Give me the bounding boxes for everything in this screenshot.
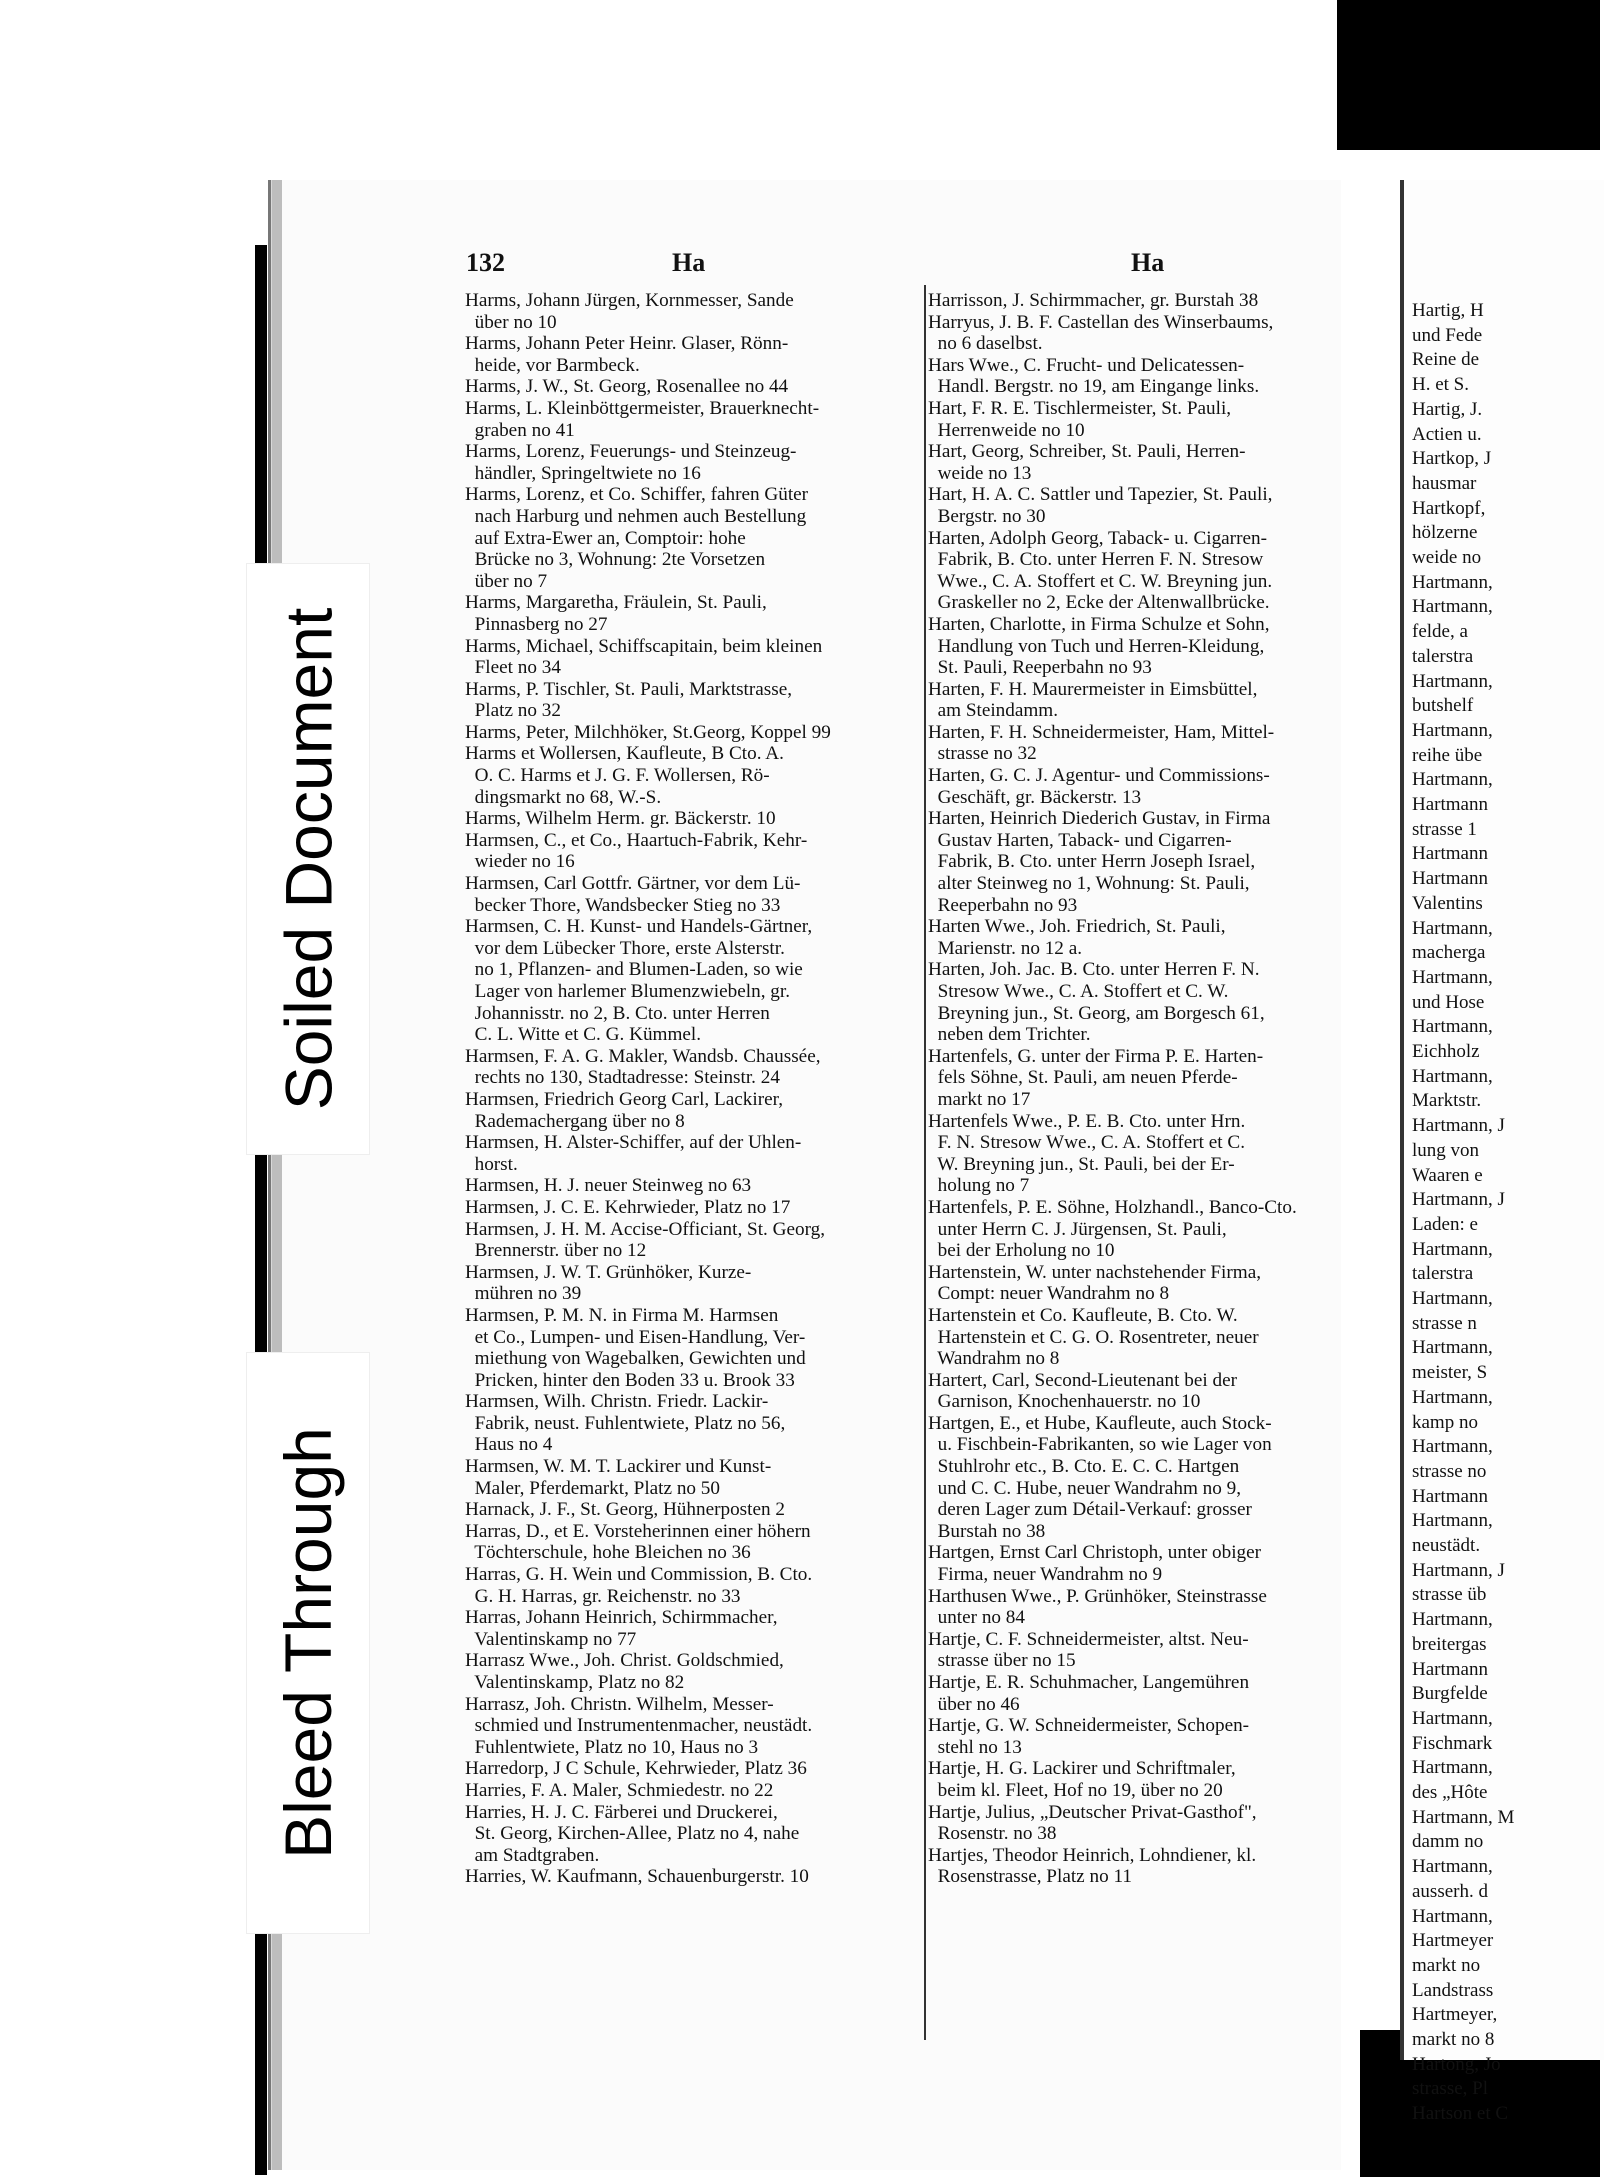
directory-line: u. Fischbein-Fabrikanten, so wie Lager von — [928, 1434, 1272, 1456]
directory-line: nach Harburg und nehmen auch Bestellung — [465, 505, 807, 527]
directory-line: Hartjes, Theodor Heinrich, Lohndiener, kl. — [928, 1844, 1257, 1866]
directory-line: Harten, Heinrich Diederich Gustav, in Firma — [928, 808, 1271, 830]
directory-line: Harms, P. Tischler, St. Pauli, Marktstrasse, — [465, 678, 793, 700]
next-page-line: Hartmann — [1412, 794, 1488, 815]
directory-line: St. Georg, Kirchen-Allee, Platz no 4, nahe — [465, 1823, 800, 1845]
directory-line: unter Herrn C. J. Jürgensen, St. Pauli, — [928, 1218, 1227, 1240]
directory-line: Harmsen, J. H. M. Accise-Officiant, St. Georg, — [465, 1218, 826, 1240]
directory-line: Platz no 32 — [465, 700, 561, 722]
directory-line: Harmsen, F. A. G. Makler, Wandsb. Chaussée, — [465, 1045, 821, 1067]
directory-line: Hars Wwe., C. Frucht- und Delicatessen- — [928, 354, 1245, 376]
directory-line: Rademachergang über no 8 — [465, 1110, 685, 1132]
directory-line: Firma, neuer Wandrahm no 9 — [928, 1564, 1163, 1586]
next-page-line: Hartmann — [1412, 843, 1488, 865]
directory-line: Fleet no 34 — [465, 657, 561, 679]
next-page-line: Actien u. — [1412, 423, 1482, 445]
left-column — [465, 290, 920, 1888]
header-left: Ha — [672, 248, 706, 277]
directory-line: Reeperbahn no 93 — [928, 894, 1078, 916]
next-page-line: und Fede — [1412, 324, 1483, 346]
next-page-line: weide no — [1412, 547, 1482, 568]
directory-line: Harras, D., et E. Vorsteherinnen einer höhern — [465, 1520, 811, 1542]
directory-line: no 6 daselbst. — [928, 333, 1043, 355]
next-page-line: Hartson et C — [1412, 2103, 1509, 2125]
bleed-through-label — [246, 1352, 370, 1934]
next-page-line: Hartmann, — [1412, 1856, 1493, 1878]
directory-line: vor dem Lübecker Thore, erste Alsterstr. — [465, 937, 785, 959]
directory-line: Harrisson, J. Schirmmacher, gr. Burstah 38 — [928, 290, 1259, 311]
next-page-line: Hartmann, — [1412, 1905, 1493, 1927]
directory-line: Hart, H. A. C. Sattler und Tapezier, St. Pauli, — [928, 484, 1273, 506]
next-page-line: Hartong, Jo — [1412, 2053, 1501, 2075]
directory-line: Hartert, Carl, Second-Lieutenant bei der — [928, 1369, 1238, 1391]
directory-line: Töchterschule, hohe Bleichen no 36 — [465, 1542, 751, 1564]
directory-line: Bergstr. no 30 — [928, 505, 1046, 527]
next-page-line: strasse n — [1412, 1312, 1477, 1334]
directory-line: weide no 13 — [928, 462, 1032, 484]
directory-line: miethung von Wagebalken, Gewichten und — [465, 1348, 806, 1370]
column-divider — [924, 285, 926, 2040]
directory-line: neben dem Trichter. — [928, 1024, 1091, 1046]
directory-line: am Stadtgraben. — [465, 1844, 600, 1866]
directory-line: alter Steinweg no 1, Wohnung: St. Pauli, — [928, 873, 1250, 895]
directory-line: deren Lager zum Détail-Verkauf: grosser — [928, 1499, 1252, 1521]
directory-line: Harries, W. Kaufmann, Schauenburgerstr. 10 — [465, 1866, 809, 1888]
directory-line: stehl no 13 — [928, 1736, 1022, 1758]
next-page-line: kamp no — [1412, 1411, 1478, 1433]
directory-line: Harmsen, C. H. Kunst- und Handels-Gärtner, — [465, 916, 813, 938]
directory-line: Johannisstr. no 2, B. Cto. unter Herren — [465, 1002, 770, 1024]
next-page-line: Hartmann — [1412, 868, 1488, 890]
directory-line: Hartenstein et Co. Kaufleute, B. Cto. W. — [928, 1304, 1238, 1326]
directory-line: Harmsen, H. Alster-Schiffer, auf der Uhlen- — [465, 1132, 802, 1154]
directory-line: wieder no 16 — [465, 851, 575, 873]
scan-border-top — [1337, 0, 1600, 150]
next-page-line: Reine de — [1412, 349, 1480, 371]
next-page-line: Eichholz — [1412, 1041, 1480, 1062]
directory-line: Garnison, Knochenhauerstr. no 10 — [928, 1391, 1201, 1413]
directory-line: Fabrik, B. Cto. unter Herrn Joseph Israel, — [928, 851, 1256, 873]
directory-line: auf Extra-Ewer an, Comptoir: hohe — [465, 527, 746, 549]
directory-line: Fuhlentwiete, Platz no 10, Haus no 3 — [465, 1736, 759, 1758]
directory-line: Harries, F. A. Maler, Schmiedestr. no 22 — [465, 1779, 774, 1801]
next-page-line: Hartmann, — [1412, 1016, 1493, 1038]
directory-line: Brücke no 3, Wohnung: 2te Vorsetzen — [465, 549, 766, 571]
next-page-line: Hartmann, — [1412, 1436, 1493, 1458]
next-page-line: und Hose — [1412, 991, 1485, 1013]
directory-line: Valentinskamp no 77 — [465, 1628, 637, 1650]
directory-line: Harmsen, W. M. T. Lackirer und Kunst- — [465, 1456, 772, 1478]
directory-line: Harrasz, Joh. Christn. Wilhelm, Messer- — [465, 1693, 774, 1715]
next-page-line: neustädt. — [1412, 1535, 1481, 1556]
next-page-line: Waaren e — [1412, 1164, 1483, 1186]
directory-line: Pinnasberg no 27 — [465, 613, 608, 635]
right-column — [928, 290, 1383, 1888]
next-page-line: meister, S — [1412, 1362, 1488, 1384]
directory-line: Hartje, G. W. Schneidermeister, Schopen- — [928, 1715, 1250, 1737]
next-page-line: strasse no — [1412, 1460, 1487, 1482]
next-page-line: Hartmann, M — [1412, 1806, 1515, 1828]
directory-line: Handl. Bergstr. no 19, am Eingange links. — [928, 376, 1260, 398]
directory-line: Gustav Harten, Taback- und Cigarren- — [928, 829, 1232, 851]
directory-line: schmied und Instrumentenmacher, neustädt. — [465, 1715, 813, 1737]
next-page-line: Hartmann, J — [1412, 1115, 1505, 1137]
directory-line: C. L. Witte et C. G. Kümmel. — [465, 1024, 702, 1046]
directory-line: Harmsen, H. J. neuer Steinweg no 63 — [465, 1175, 752, 1197]
directory-line: Haus no 4 — [465, 1434, 553, 1456]
directory-line: Harras, Johann Heinrich, Schirmmacher, — [465, 1607, 778, 1629]
page-number: 132 — [466, 248, 505, 277]
next-page-line: lung von — [1412, 1139, 1480, 1161]
directory-line: Harms, Johann Peter Heinr. Glaser, Rönn- — [465, 333, 789, 355]
next-page-line: Hartmann, — [1412, 670, 1493, 692]
next-page-line: Hartmeyer, — [1412, 2004, 1498, 2026]
directory-line: Harmsen, J. C. E. Kehrwieder, Platz no 17 — [465, 1196, 791, 1218]
directory-line: Harredorp, J C Schule, Kehrwieder, Platz 36 — [465, 1758, 807, 1780]
next-page-line: strasse 1 — [1412, 818, 1477, 840]
directory-line: Burstah no 38 — [928, 1520, 1046, 1542]
directory-line: Harmsen, P. M. N. in Firma M. Harmsen — [465, 1304, 779, 1326]
next-page-fragment — [1400, 180, 1604, 2125]
directory-line: bei der Erholung no 10 — [928, 1240, 1115, 1262]
directory-line: am Steindamm. — [928, 700, 1059, 722]
directory-line: über no 10 — [465, 311, 557, 333]
next-page-line: strasse üb — [1412, 1584, 1487, 1606]
directory-line: Fabrik, B. Cto. unter Herren F. N. Stresow — [928, 549, 1264, 571]
next-page-line: macherga — [1412, 942, 1486, 964]
next-page-line: Hartmann, — [1412, 571, 1493, 593]
directory-line: Breyning jun., St. Georg, am Borgesch 61, — [928, 1002, 1265, 1024]
next-page-line: breitergas — [1412, 1633, 1487, 1655]
next-page-line: Hartkop, J — [1412, 448, 1492, 470]
next-page-line: damm no — [1412, 1831, 1484, 1853]
directory-line: Brennerstr. über no 12 — [465, 1240, 647, 1262]
next-page-line: Hartmann, — [1412, 596, 1493, 618]
directory-line: Harms, Lorenz, et Co. Schiffer, fahren Güter — [465, 484, 809, 506]
directory-line: händler, Springeltwiete no 16 — [465, 462, 701, 484]
directory-line: Harrasz Wwe., Joh. Christ. Goldschmied, — [465, 1650, 784, 1672]
directory-line: Handlung von Tuch und Herren-Kleidung, — [928, 635, 1265, 657]
next-page-line: Laden: e — [1412, 1213, 1478, 1235]
directory-line: beim kl. Fleet, Hof no 19, über no 20 — [928, 1779, 1223, 1801]
directory-line: Harten, G. C. J. Agentur- und Commissions- — [928, 765, 1270, 787]
directory-line: Harms, J. W., St. Georg, Rosenallee no 44 — [465, 376, 789, 398]
directory-line: Harmsen, J. W. T. Grünhöker, Kurze- — [465, 1261, 752, 1283]
directory-line: Harten, Charlotte, in Firma Schulze et Sohn, — [928, 613, 1270, 635]
next-page-line: Landstrass — [1412, 1979, 1494, 2001]
directory-line: Harten, Adolph Georg, Taback- u. Cigarren- — [928, 527, 1267, 549]
directory-line: unter no 84 — [928, 1607, 1025, 1629]
next-page-line: butshelf — [1412, 695, 1474, 717]
directory-line: Marienstr. no 12 a. — [928, 937, 1083, 959]
directory-line: rechts no 130, Stadtadresse: Steinstr. 24 — [465, 1067, 780, 1089]
directory-line: Harten, F. H. Maurermeister in Eimsbüttel, — [928, 678, 1258, 700]
directory-line: Harmsen, Wilh. Christn. Friedr. Lackir- — [465, 1391, 769, 1413]
directory-line: horst. — [465, 1153, 518, 1175]
directory-line: Geschäft, gr. Bäckerstr. 13 — [928, 786, 1142, 808]
directory-line: Hart, F. R. E. Tischlermeister, St. Pauli, — [928, 397, 1232, 419]
directory-line: Harms, Margaretha, Fräulein, St. Pauli, — [465, 592, 767, 614]
directory-line: Hartje, C. F. Schneidermeister, altst. Neu- — [928, 1628, 1249, 1650]
directory-line: Lager von harlemer Blumenzwiebeln, gr. — [465, 981, 791, 1002]
directory-line: Harnack, J. F., St. Georg, Hühnerposten 2 — [465, 1499, 785, 1521]
directory-line: Hart, Georg, Schreiber, St. Pauli, Herren- — [928, 441, 1246, 463]
directory-line: Harten, F. H. Schneidermeister, Ham, Mittel- — [928, 721, 1275, 743]
next-page-line: Hartmann, — [1412, 1510, 1493, 1532]
directory-line: Graskeller no 2, Ecke der Altenwallbrücke. — [928, 592, 1270, 614]
next-page-line: hölzerne — [1412, 522, 1478, 544]
directory-line: Harms, Michael, Schiffscapitain, beim kleinen — [465, 635, 823, 657]
directory-line: Hartje, Julius, „Deutscher Privat-Gasthof", — [928, 1801, 1257, 1823]
directory-line: Wandrahm no 8 — [928, 1348, 1060, 1370]
next-page-line: hausmar — [1412, 472, 1477, 494]
next-page-line: Hartmann, — [1412, 1757, 1493, 1779]
next-page-line: Fischmark — [1412, 1732, 1493, 1754]
header-right: Ha — [1131, 248, 1165, 277]
next-page-line: Hartmeyer — [1412, 1930, 1494, 1952]
directory-line: markt no 17 — [928, 1088, 1031, 1110]
directory-line: Compt: neuer Wandrahm no 8 — [928, 1283, 1170, 1305]
soiled-document-label — [246, 563, 370, 1155]
directory-line: Wwe., C. A. Stoffert et C. W. Breyning jun. — [928, 570, 1273, 592]
next-page-line: Hartmann — [1412, 1658, 1488, 1680]
directory-line: Harten Wwe., Joh. Friedrich, St. Pauli, — [928, 916, 1226, 938]
directory-line: über no 7 — [465, 570, 548, 592]
directory-line: Stresow Wwe., C. A. Stoffert et C. W. — [928, 981, 1229, 1002]
next-page-line: Hartmann, — [1412, 1386, 1493, 1408]
next-page-line: H. et S. — [1412, 374, 1469, 396]
next-page-line: Hartmann, — [1412, 917, 1493, 939]
next-page-line: talerstra — [1412, 1263, 1474, 1285]
directory-line: Harten, Joh. Jac. B. Cto. unter Herren F. N. — [928, 959, 1260, 981]
directory-line: Harras, G. H. Wein und Commission, B. Cto. — [465, 1564, 813, 1586]
directory-line: Hartenfels, P. E. Söhne, Holzhandl., Banco-Cto. — [928, 1196, 1297, 1218]
next-page-line: felde, a — [1412, 621, 1468, 643]
directory-line: Herrenweide no 10 — [928, 419, 1085, 441]
directory-line: Hartje, E. R. Schuhmacher, Langemühren — [928, 1672, 1250, 1693]
next-page-line: Hartmann, — [1412, 1238, 1493, 1260]
next-page-line: Hartmann, — [1412, 1707, 1493, 1729]
directory-line: holung no 7 — [928, 1175, 1030, 1197]
next-page-line: Hartmann, — [1412, 1288, 1493, 1309]
next-page-line: ausserh. d — [1412, 1880, 1488, 1902]
directory-line: Harries, H. J. C. Färberei und Druckerei, — [465, 1801, 778, 1823]
directory-line: Valentinskamp, Platz no 82 — [465, 1672, 685, 1693]
directory-line: et Co., Lumpen- und Eisen-Handlung, Ver- — [465, 1326, 806, 1348]
directory-line: Harthusen Wwe., P. Grünhöker, Steinstrasse — [928, 1585, 1267, 1607]
directory-line: Rosenstrasse, Platz no 11 — [928, 1866, 1132, 1888]
directory-line: Harmsen, Friedrich Georg Carl, Lackirer, — [465, 1088, 784, 1110]
directory-line: W. Breyning jun., St. Pauli, bei der Er- — [928, 1153, 1235, 1175]
directory-line: Rosenstr. no 38 — [928, 1823, 1057, 1845]
directory-line: Harms, L. Kleinböttgermeister, Brauerknecht- — [465, 397, 820, 419]
directory-line: Hartenfels Wwe., P. E. B. Cto. unter Hrn. — [928, 1110, 1246, 1132]
directory-line: Hartje, H. G. Lackirer und Schriftmaler, — [928, 1758, 1236, 1780]
next-page-line: Hartmann — [1412, 1485, 1488, 1507]
next-page-line: Hartmann, J — [1412, 1189, 1505, 1211]
next-page-line: Hartmann, — [1412, 1337, 1493, 1359]
directory-line: Hartgen, E., et Hube, Kaufleute, auch Stock- — [928, 1412, 1272, 1434]
directory-line: Pricken, hinter den Boden 33 u. Brook 33 — [465, 1369, 795, 1391]
directory-line: St. Pauli, Reeperbahn no 93 — [928, 657, 1152, 679]
next-page-line: reihe übe — [1412, 744, 1483, 766]
directory-line: Harmsen, Carl Gottfr. Gärtner, vor dem Lü- — [465, 873, 801, 895]
directory-line: Hartenfels, G. unter der Firma P. E. Harten- — [928, 1045, 1264, 1067]
next-page-line: Hartmann, — [1412, 1065, 1493, 1087]
directory-line: Harms, Wilhelm Herm. gr. Bäckerstr. 10 — [465, 808, 776, 830]
directory-line: Harms et Wollersen, Kaufleute, B Cto. A. — [465, 743, 784, 765]
directory-line: Hartenstein et C. G. O. Rosentreter, neuer — [928, 1326, 1259, 1348]
directory-line: über no 46 — [928, 1693, 1020, 1715]
directory-line: Stuhlrohr etc., B. Cto. E. C. C. Hartgen — [928, 1456, 1240, 1478]
directory-line: becker Thore, Wandsbecker Stieg no 33 — [465, 894, 781, 916]
next-page-line: Hartkopf, — [1412, 497, 1486, 519]
next-page-line: des „Hôte — [1412, 1782, 1488, 1803]
directory-line: strasse no 32 — [928, 743, 1037, 765]
next-page-line: Hartmann, — [1412, 719, 1493, 741]
next-page-line: strasse, Pl — [1412, 2078, 1488, 2100]
next-page-line: Hartmann, — [1412, 966, 1493, 988]
directory-line: Harmsen, C., et Co., Haartuch-Fabrik, Kehr- — [465, 829, 808, 851]
directory-line: F. N. Stresow Wwe., C. A. Stoffert et C. — [928, 1132, 1246, 1154]
directory-line: no 1, Pflanzen- and Blumen-Laden, so wie — [465, 959, 803, 981]
directory-line: G. H. Harras, gr. Reichenstr. no 33 — [465, 1585, 741, 1607]
next-page-line: Valentins — [1412, 892, 1483, 914]
next-page-line: Hartmann, — [1412, 769, 1493, 791]
directory-line: Harms, Lorenz, Feuerungs- und Steinzeug- — [465, 441, 797, 463]
next-page-line: Burgfelde — [1412, 1683, 1488, 1705]
next-page-line: Hartig, H — [1412, 300, 1484, 321]
directory-line: Hartenstein, W. unter nachstehender Firma, — [928, 1261, 1262, 1283]
next-page-line: markt no 8 — [1412, 2029, 1495, 2050]
directory-line: Fabrik, neust. Fuhlentwiete, Platz no 56, — [465, 1412, 786, 1434]
directory-line: Hartgen, Ernst Carl Christoph, unter obiger — [928, 1542, 1262, 1564]
directory-line: und C. C. Hube, neuer Wandrahm no 9, — [928, 1477, 1242, 1499]
directory-line: heide, vor Barmbeck. — [465, 354, 640, 376]
directory-line: O. C. Harms et J. G. F. Wollersen, Rö- — [465, 765, 770, 787]
directory-line: graben no 41 — [465, 419, 575, 441]
next-page-line: Hartmann, — [1412, 1609, 1493, 1631]
directory-line: fels Söhne, St. Pauli, am neuen Pferde- — [928, 1067, 1238, 1089]
directory-line: Harryus, J. B. F. Castellan des Winserbaums, — [928, 311, 1274, 333]
next-page-line: Marktstr. — [1412, 1090, 1482, 1112]
directory-line: Harms, Johann Jürgen, Kornmesser, Sande — [465, 290, 794, 311]
directory-line: Harms, Peter, Milchhöker, St.Georg, Koppel 99 — [465, 721, 831, 743]
directory-line: dingsmarkt no 68, W.-S. — [465, 786, 662, 808]
directory-line: strasse über no 15 — [928, 1650, 1076, 1672]
directory-line: mühren no 39 — [465, 1283, 582, 1305]
next-page-line: Hartig, J. — [1412, 398, 1483, 420]
bleed-through-text: Bleed Through — [271, 1427, 345, 1859]
next-page-line: talerstra — [1412, 645, 1474, 667]
next-page-line: Hartmann, J — [1412, 1559, 1505, 1581]
next-page-line: markt no — [1412, 1954, 1481, 1976]
soiled-document-text: Soiled Document — [271, 607, 346, 1111]
directory-line: Maler, Pferdemarkt, Platz no 50 — [465, 1477, 720, 1499]
